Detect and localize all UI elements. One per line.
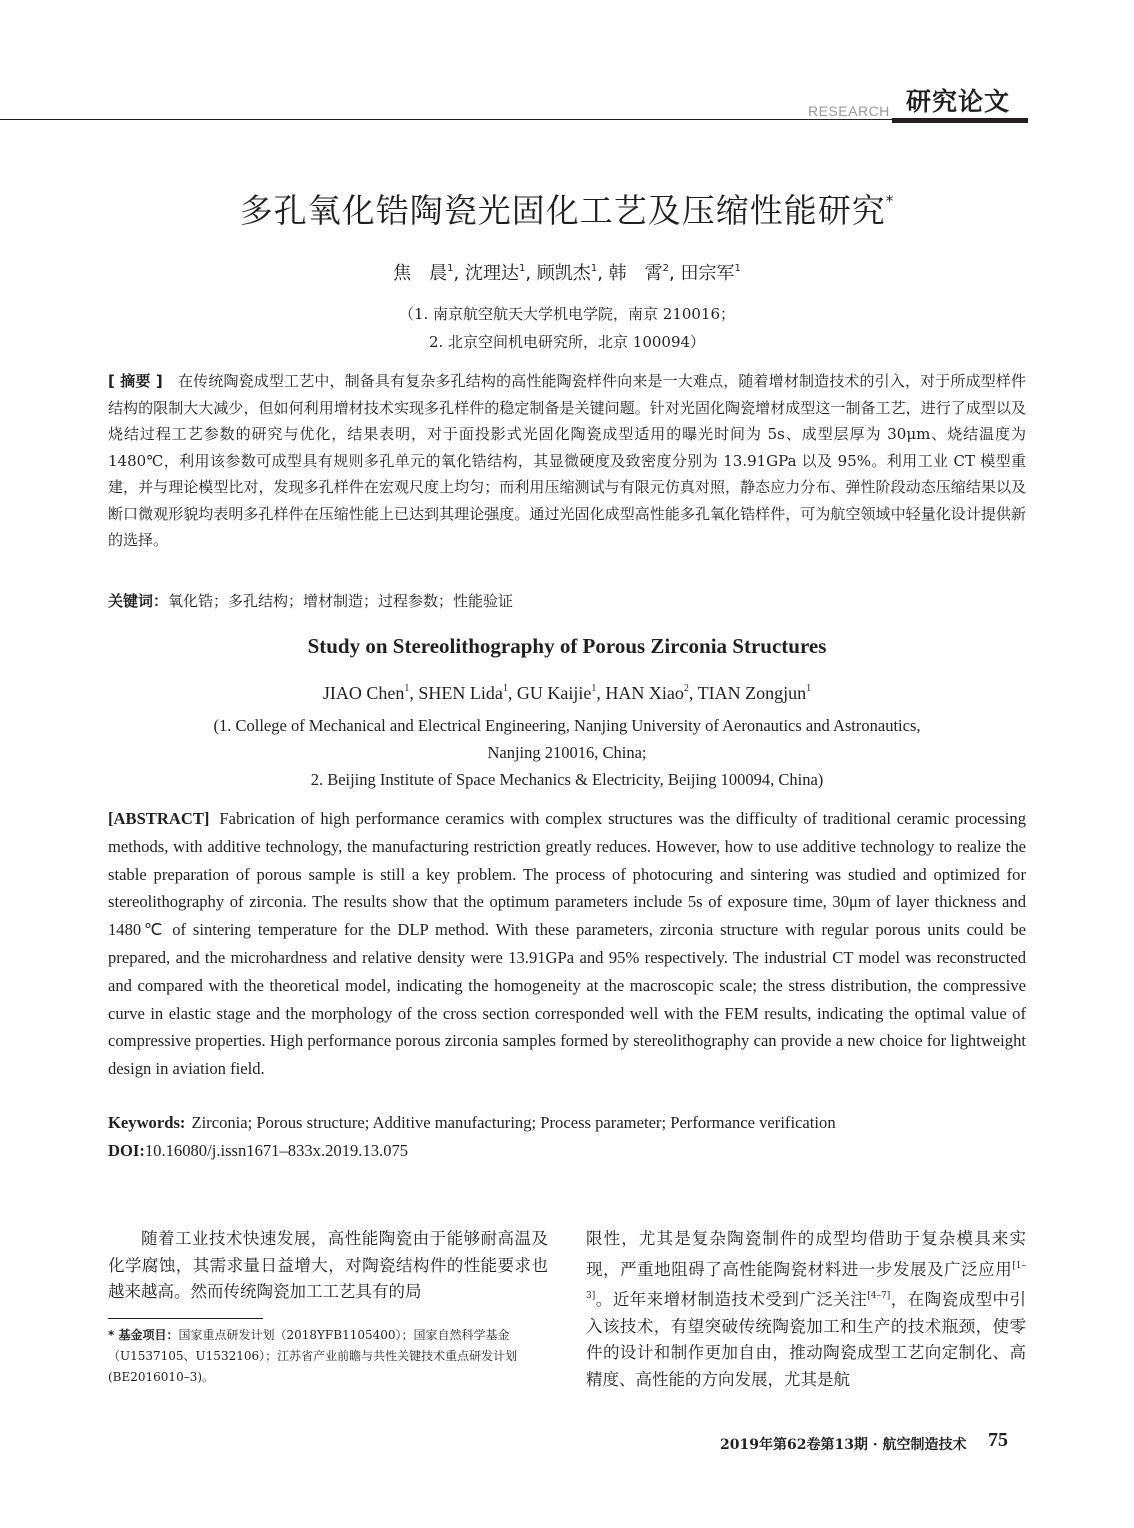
- affiliation-cn-2: 2. 北京空间机电研究所，北京 100094）: [428, 333, 706, 351]
- abstract-cn-label: [ 摘要 ]: [108, 372, 163, 390]
- section-label-en: RESEARCH: [808, 103, 890, 119]
- author-aff: 1: [591, 683, 597, 694]
- body-text: ，在陶瓷成型中引入该技术，有望突破传统陶瓷加工和生产的技术瓶颈，使零件的设计和制作更加自由，推动陶瓷成型工艺向定制化、高精度、高性能的方向发展，尤其是航: [586, 1290, 1027, 1389]
- page-number: 75: [988, 1429, 1008, 1451]
- abstract-cn-text: 在传统陶瓷成型工艺中，制备具有复杂多孔结构的高性能陶瓷样件向来是一大难点，随着增材制造技术的引入，对于所成型样件结构的限制大大减少，但如何利用增材技术实现多孔样件的稳定制备是关键问题。针对光固化陶瓷增材成型这一制备工艺，进行了成型以及烧结过程工艺参数的研究与优化，结果表明，对于面投影式光固化陶瓷成型适用的曝光时间为 5s、成型层厚为 30μm、烧结温度为 1480℃，利用该参数可成型具有规则多孔单元的氧化锆结构，其显微硬度及致密度分别为 13.91GPa 以及 95%。利用工业 CT 模型重建，并与理论模型比对，发现多孔样件在宏观尺度上均匀；而利用压缩测试与有限元仿真对照，静态应力分布、弹性阶段动态压缩结果以及断口微观形貌均表明多孔样件在压缩性能上已达到其理论强度。通过光固化成型高性能多孔氧化锆样件，可为航空领域中轻量化设计提供新的选择。: [108, 372, 1026, 549]
- keywords-en-text: Zirconia; Porous structure; Additive manufacturing; Process parameter; Performance verification: [191, 1113, 836, 1132]
- author-aff: 2: [683, 683, 689, 694]
- keywords-en: [108, 1113, 836, 1133]
- author-en: TIAN Zongjun: [697, 683, 807, 703]
- body-column-left: 随着工业技术快速发展，高性能陶瓷由于能够耐高温及化学腐蚀，其需求量日益增大，对陶瓷结构件的性能要求也越来越高。然而传统陶瓷加工工艺具有的局: [108, 1229, 548, 1301]
- author-list-cn: 焦 晨$^1$, 沈理达$^1$, 顾凯杰$^1$, 韩 霄$^2$, 田宗军$^1$: [393, 263, 741, 284]
- body-text: 。近年来增材制造技术受到广泛关注: [595, 1290, 868, 1309]
- body-column-right: [586, 1226, 1026, 1393]
- author-cn: 沈理达: [464, 263, 519, 284]
- doi-text: 10.16080/j.issn1671–833x.2019.13.075: [144, 1141, 409, 1160]
- header-rule: [0, 119, 1028, 120]
- header-bar: [892, 118, 1028, 123]
- author-aff: 1: [806, 683, 812, 694]
- author-aff: 1: [518, 263, 526, 274]
- citation: [4–7]: [867, 1291, 891, 1301]
- author-en: HAN Xiao: [605, 683, 684, 703]
- author-aff: 1: [590, 263, 598, 274]
- title-footnote-mark: *: [885, 192, 895, 210]
- affiliation-en-1: (1. College of Mechanical and Electrical Engineering, Nanjing University of Aeronautics and Astronautics,: [213, 716, 921, 735]
- abstract-en-label: [ABSTRACT]: [108, 809, 210, 828]
- keywords-cn: [108, 590, 513, 611]
- keywords-en-label: Keywords:: [108, 1113, 186, 1132]
- author-cn: 田宗军: [680, 263, 735, 284]
- author-aff: 1: [404, 683, 410, 694]
- citation: [1–3]: [586, 1260, 1026, 1301]
- author-aff: 2: [662, 263, 670, 274]
- keywords-cn-text: 氧化锆；多孔结构；增材制造；过程参数；性能验证: [168, 592, 514, 610]
- author-cn: 焦 晨: [393, 263, 448, 284]
- author-list-en: JIAO Chen$^1$, SHEN Lida$^1$, GU Kaijie$^1$, HAN Xiao$^2$, TIAN Zongjun$^1$: [322, 683, 812, 703]
- body-text: 限性，尤其是复杂陶瓷制件的成型均借助于复杂模具来实现，严重地阻碍了高性能陶瓷材料进一步发展及广泛应用: [586, 1229, 1026, 1279]
- footnote-rule: [108, 1318, 263, 1319]
- author-en: JIAO Chen: [322, 683, 405, 703]
- affiliation-en-2: 2. Beijing Institute of Space Mechanics & Electricity, Beijing 100094, China): [310, 770, 824, 789]
- abstract-en-text: Fabrication of high performance ceramics with complex structures was the difficulty of traditional ceramic processing methods, with additive technology, the manufacturing restriction greatly reduces. However, how to use additive technology to realize the stable preparation of porous sample is still a key problem. The process of photocuring and sintering was studied and optimized for stereolithography of zirconia. The results show that the optimum parameters include 5s of exposure time, 30μm of layer thickness and 1480℃ of sintering temperature for the DLP method. With these parameters, zirconia structure with regular porous units could be prepared, and the microhardness and relative density were 13.91GPa and 95% respectively. The industrial CT model was reconstructed and compared with the theoretical model, indicating the homogeneity at the macroscopic scale; the stress distribution, the compressive curve in elastic stage and the morphology of the cross section corresponded well with the FEM results, indicating the optimal value of compressive properties. High performance porous zirconia samples formed by stereolithography can provide a new choice for lightweight design in aviation field.: [108, 809, 1026, 1079]
- author-aff: 1: [734, 263, 741, 274]
- paper-title-en: Study on Stereolithography of Porous Zirconia Structures: [307, 634, 827, 658]
- author-cn: 韩 霄: [608, 263, 663, 284]
- author-en: GU Kaijie: [516, 683, 592, 703]
- doi-label: DOI:: [108, 1141, 145, 1160]
- abstract-cn: [108, 368, 1026, 554]
- footnote-text: 国家重点研发计划（2018YFB1105400）；国家自然科学基金（U1537105、U1532106）；江苏省产业前瞻与共性关键技术重点研发计划 (BE2016010–3)。: [108, 1328, 518, 1384]
- funding-footnote: [108, 1325, 548, 1388]
- abstract-en: [108, 805, 1026, 1083]
- section-label-cn: 研究论文: [906, 87, 1011, 116]
- author-aff: 1: [502, 683, 508, 694]
- author-en: SHEN Lida: [418, 683, 503, 703]
- journal-footer: 2019年第62卷第13期 · 航空制造技术: [720, 1437, 967, 1453]
- doi: [108, 1141, 408, 1161]
- author-aff: 1: [447, 263, 454, 274]
- paper-title-cn: [0, 185, 1134, 232]
- footnote-label: * 基金项目：: [108, 1328, 179, 1342]
- affiliation-cn-1: （1. 南京航空航天大学机电学院，南京 210016；: [398, 305, 736, 323]
- keywords-cn-label: 关键词：: [108, 592, 169, 610]
- title-cn-text: 多孔氧化锆陶瓷光固化工艺及压缩性能研究: [239, 191, 886, 230]
- affiliation-en-1b: Nanjing 210016, China;: [487, 743, 647, 762]
- author-cn: 顾凯杰: [536, 263, 591, 284]
